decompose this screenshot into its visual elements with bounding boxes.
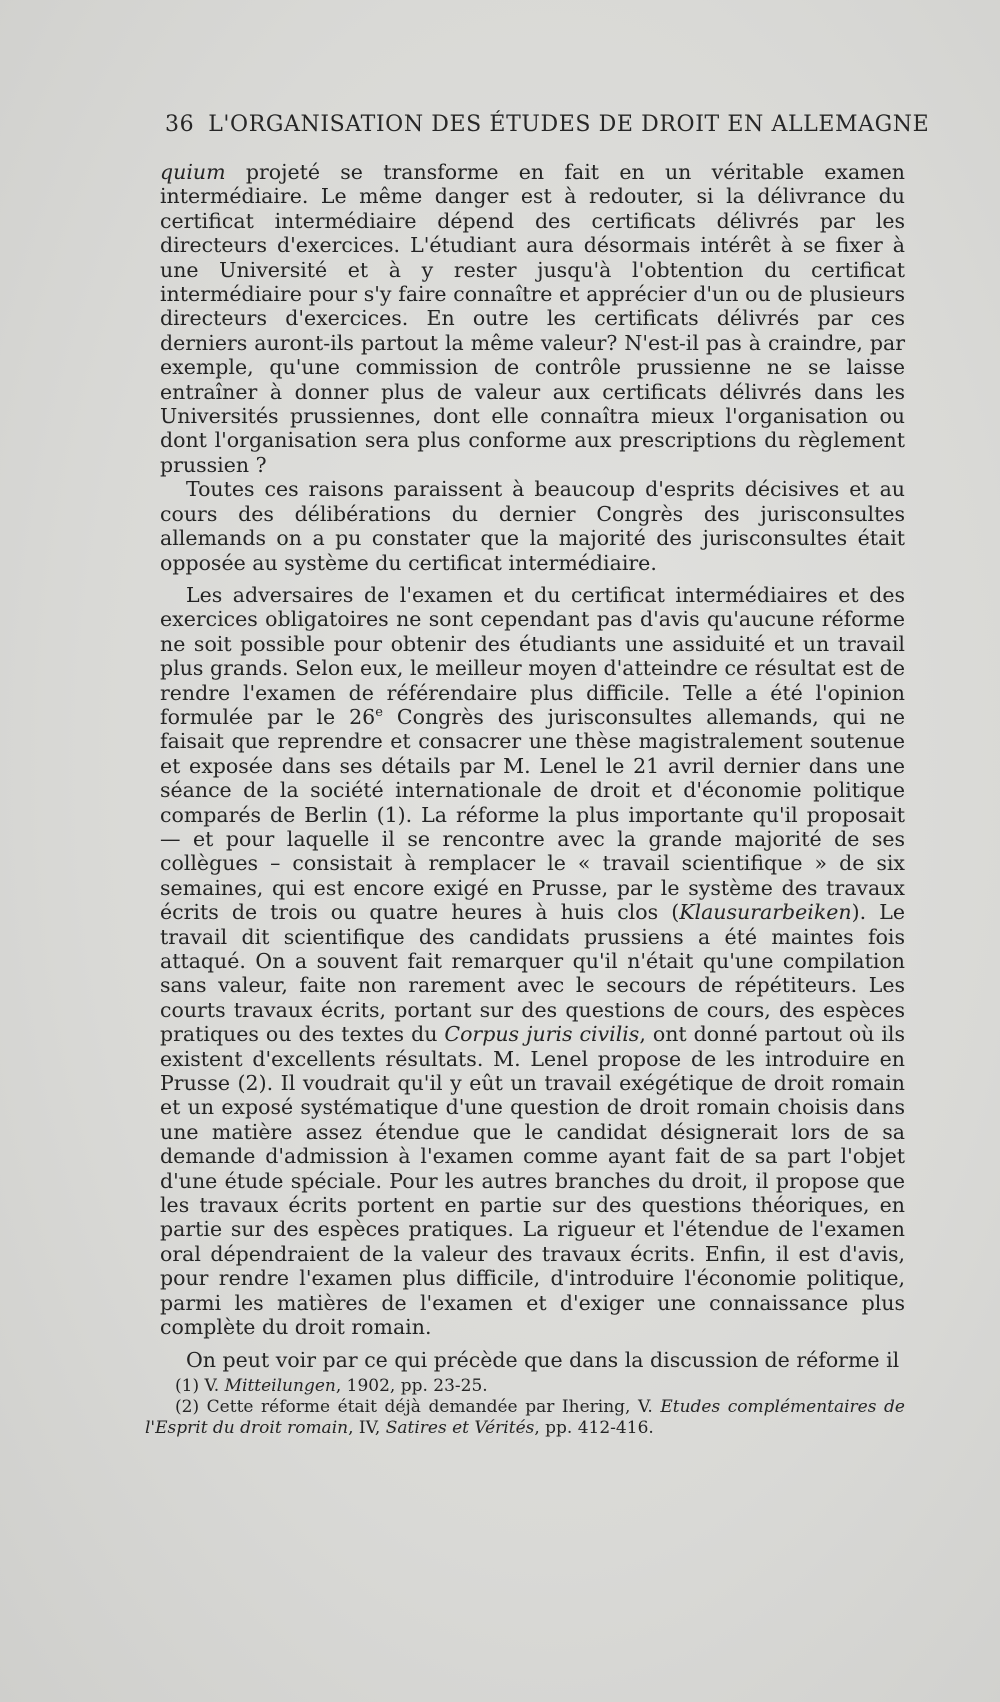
paragraph-3-text-b: Congrès des jurisconsultes allemands, qui ne faisait que reprendre et consacrer une thèse magistralement soutenue et exposée dans ses détails par M. Lenel le 21 avril dernier dans une séance de la société internationale de droit et d'économie politique comparés de Berlin (1). La réforme la plus importante qu'il proposait — et pour laquelle il se rencontre avec la grande majorité de ses collègues – consistait à remplacer le « travail scientifique » de six semaines, qui est encore exigé en Prusse, par le système des travaux écrits de trois ou quatre heures à huis clos ( [160, 704, 905, 925]
footnote-2-text-c: , pp. 412-416. [534, 1418, 654, 1438]
footnote-1-text-b: , 1902, pp. 23-25. [335, 1376, 488, 1396]
paragraph-2: Toutes ces raisons paraissent à beaucoup d'esprits décisives et au cours des délibérations du dernier Congrès des jurisconsultes allemands on a pu constater que la majorité des jurisconsultes était opposée au système du certificat intermédiaire. [160, 477, 905, 575]
paragraph-4: On peut voir par ce qui précède que dans la discussion de réforme il [186, 1347, 900, 1372]
ordinal-superscript: e [375, 705, 383, 721]
footnote-2-text-b: , IV, [348, 1418, 386, 1438]
paragraph-1 [160, 160, 905, 477]
running-header [165, 112, 930, 137]
footnote-2 [145, 1397, 905, 1439]
paragraph-3 [160, 583, 905, 1340]
paragraph-3-text-d: , ont donné partout où ils existent d'excellents résultats. M. Lenel propose de les introduire en Prusse (2). Il voudrait qu'il y eût un travail exégétique de droit romain et un exposé systématique d'une question de droit romain choisis dans une matière assez étendue que le candidat désignerait lors de sa demande d'admission à l'examen comme ayant fait de sa part l'objet d'une étude spéciale. Pour les autres branches du droit, il propose que les travaux écrits portent en partie sur des questions théoriques, en partie sur des espèces pratiques. La rigueur et l'étendue de l'examen oral dépendraient de la valeur des travaux écrits. Enfin, il est d'avis, pour rendre l'examen plus difficile, d'introduire l'économie politique, parmi les matières de l'examen et d'exiger une connaissance plus complète du droit romain. [160, 1022, 906, 1340]
footnote-2-italic-b: Satires et Vérités [385, 1418, 535, 1438]
italic-term-corpus-juris: Corpus juris civilis [444, 1022, 640, 1047]
body-text [160, 160, 905, 1372]
page-number: 36 [165, 112, 195, 137]
running-title: L'ORGANISATION DES ÉTUDES DE DROIT EN ALLEMAGNE [208, 112, 930, 137]
italic-term-klausurarbeiken: Klausurarbeiken [679, 900, 852, 925]
paragraph-3-text-c: ). Le travail dit scientifique des candidats prussiens a été maintes fois attaqué. On a souvent fait remarquer qu'il n'était qu'une compilation sans valeur, faite non rarement avec le secours de répétiteurs. Les courts travaux écrits, portant sur des questions de cours, des espèces pratiques ou des textes du [160, 900, 905, 1047]
italic-word: quium [160, 160, 226, 184]
footnote-2-text-a: (2) Cette réforme était déjà demandée par Ihering, V. [175, 1397, 661, 1417]
footnote-1-text-a: (1) V. [175, 1376, 225, 1396]
footnote-1 [145, 1376, 905, 1397]
paragraph-3-text-a: Les adversaires de l'examen et du certificat intermédiaires et des exercices obligatoires ne sont cependant pas d'avis qu'aucune réforme ne soit possible pour obtenir des étudiants une assiduité et un travail plus grands. Selon eux, le meilleur moyen d'atteindre ce résultat est de rendre l'examen de référendaire plus difficile. Telle a été l'opinion formulée par le 26 [160, 582, 905, 729]
paragraph-1-text: projeté se transforme en fait en un véritable examen intermédiaire. Le même danger est à redouter, si la délivrance du certificat intermédiaire dépend des certificats délivrés par les directeurs d'exercices. L'étudiant aura désormais intérêt à se fixer à une Université et à y rester jusqu'à l'obtention du certificat intermédiaire pour s'y faire connaître et apprécier d'un ou de plusieurs directeurs d'exercices. En outre les certificats délivrés par ces derniers auront-ils partout la même valeur? N'est-il pas à craindre, par exemple, qu'une commission de contrôle prussienne ne se laisse entraîner à donner plus de valeur aux certificats délivrés dans les Universités prussiennes, dont elle connaîtra mieux l'organisation ou dont l'organisation sera plus conforme aux prescriptions du règlement prussien ? [160, 160, 905, 477]
footnote-2-italic-a: Etudes complémentaires de l'Esprit du droit romain [145, 1397, 905, 1438]
footnote-1-italic: Mitteilungen [224, 1376, 336, 1396]
footnotes [145, 1376, 905, 1439]
